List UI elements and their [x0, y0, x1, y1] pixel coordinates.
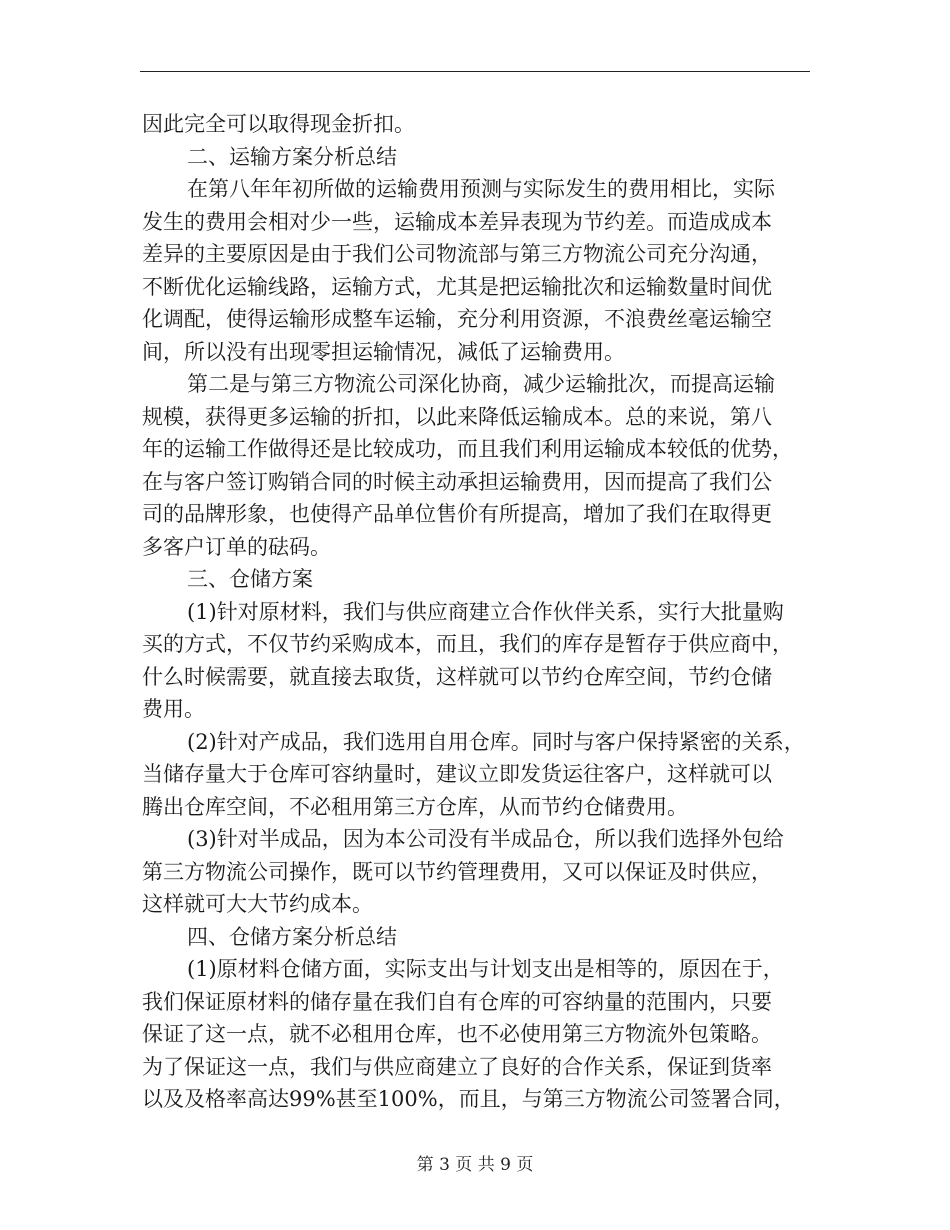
document-body	[142, 108, 814, 1116]
text-line: 因此完全可以取得现金折扣。	[142, 112, 415, 136]
text-line: 第三方物流公司操作，既可以节约管理费用，又可以保证及时供应，	[142, 859, 772, 884]
text-line: (3)针对半成品，因为本公司没有半成品仓，所以我们选择外包给	[187, 827, 784, 851]
text-line: 不断优化运输线路，运输方式，尤其是把运输批次和运输数量时间优	[142, 274, 772, 299]
text-line: (1)原材料仓储方面，实际支出与计划支出是相等的，原因在于，	[187, 957, 784, 981]
text-line: 四、仓储方案分析总结	[187, 924, 397, 949]
text-line: 二、运输方案分析总结	[187, 144, 397, 169]
text-line: 什么时候需要，就直接去取货，这样就可以节约仓库空间，节约仓储	[142, 664, 772, 689]
text-line: (2)针对产成品，我们选用自用仓库。同时与客户保持紧密的关系，	[187, 729, 805, 754]
text-line: 规模，获得更多运输的折扣，以此来降低运输成本。总的来说，第八	[142, 404, 772, 429]
text-line: 司的品牌形象，也使得产品单位售价有所提高，增加了我们在取得更	[142, 502, 772, 526]
text-line: 腾出仓库空间，不必租用第三方仓库，从而节约仓储费用。	[142, 794, 688, 819]
text-line: 保证了这一点，就不必租用仓库，也不必使用第三方物流外包策略。	[142, 1022, 772, 1046]
text-line: (1)针对原材料，我们与供应商建立合作伙伴关系，实行大批量购	[187, 599, 784, 624]
text-line: 我们保证原材料的储存量在我们自有仓库的可容纳量的范围内，只要	[142, 989, 772, 1014]
text-line: 当储存量大于仓库可容纳量时，建议立即发货运往客户，这样就可以	[142, 762, 772, 786]
text-line: 以及及格率高达99%甚至100%，而且，与第三方物流公司签署合同，	[142, 1087, 795, 1111]
text-line: 买的方式，不仅节约采购成本，而且，我们的库存是暂存于供应商中，	[142, 632, 793, 656]
page-number: 第 3 页 共 9 页	[416, 1155, 534, 1175]
text-line: 发生的费用会相对少一些，运输成本差异表现为节约差。而造成成本	[142, 209, 772, 234]
text-line: 三、仓储方案	[187, 567, 313, 591]
text-line: 第二是与第三方物流公司深化协商，减少运输批次，而提高运输	[187, 372, 775, 396]
text-line: 间，所以没有出现零担运输情况，减低了运输费用。	[142, 339, 625, 364]
text-line: 这样就可大大节约成本。	[142, 892, 373, 916]
text-line: 多客户订单的砝码。	[142, 534, 331, 559]
text-line: 年的运输工作做得还是比较成功，而且我们利用运输成本较低的优势，	[142, 437, 793, 461]
text-line: 费用。	[142, 697, 205, 721]
text-line: 差异的主要原因是由于我们公司物流部与第三方物流公司充分沟通，	[142, 242, 772, 266]
page-footer	[0, 1153, 950, 1177]
header-rule	[140, 71, 810, 72]
text-line: 在与客户签订购销合同的时候主动承担运输费用，因而提高了我们公	[142, 469, 772, 494]
text-line: 在第八年年初所做的运输费用预测与实际发生的费用相比，实际	[187, 177, 775, 201]
text-line: 化调配，使得运输形成整车运输，充分利用资源，不浪费丝毫运输空	[142, 307, 772, 331]
text-line: 为了保证这一点，我们与供应商建立了良好的合作关系，保证到货率	[142, 1054, 772, 1079]
